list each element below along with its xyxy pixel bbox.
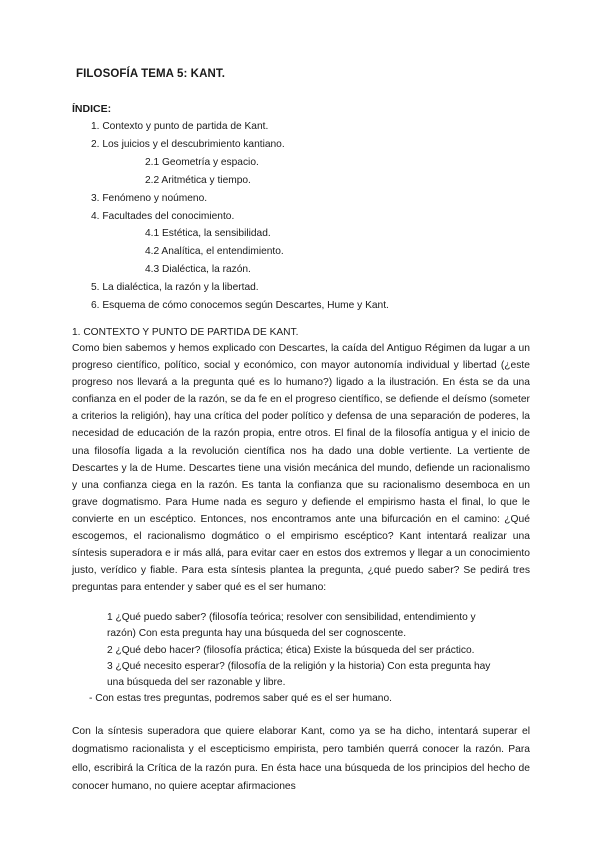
question-2: 2 ¿Qué debo hacer? (filosofía práctica; ética) Existe la búsqueda del ser práctico. <box>107 644 475 656</box>
question-3-continuation: una búsqueda del ser razonable y libre. <box>107 677 286 689</box>
question-1-continuation: razón) Con esta pregunta hay una búsqueda del ser cognoscente. <box>107 628 407 640</box>
index-heading: ÍNDICE: <box>72 103 112 115</box>
toc-item: 6. Esquema de cómo conocemos según Descartes, Hume y Kant. <box>91 300 389 311</box>
section-heading: 1. CONTEXTO Y PUNTO DE PARTIDA DE KANT. <box>72 327 299 338</box>
toc-item: 3. Fenómeno y noúmeno. <box>91 193 208 204</box>
document-title: FILOSOFÍA TEMA 5: KANT. <box>76 68 226 80</box>
toc-item: 4. Facultades del conocimiento. <box>91 211 235 222</box>
questions-list <box>72 610 532 708</box>
toc-item: 1. Contexto y punto de partida de Kant. <box>91 121 269 132</box>
paragraph-text: Con la síntesis superadora que quiere elaborar Kant, como ya se ha dicho, intentará superar el dogmatismo racionalista y el escepticismo empirista, pero también querrá conocer la razón. Para ello, escribirá la Crítica de la razón pura. En ésta hace una búsqueda de los principios del hecho de conocer humano, no quiere aceptar afirmaciones <box>72 726 530 793</box>
question-3: 3 ¿Qué necesito esperar? (filosofía de la religión y la historia) Con esta pregunta hay <box>107 660 491 672</box>
toc-subitem: 4.3 Dialéctica, la razón. <box>145 264 251 275</box>
toc-item: 5. La dialéctica, la razón y la libertad. <box>91 282 259 293</box>
question-1: 1 ¿Qué puedo saber? (filosofía teórica; resolver con sensibilidad, entendimiento y <box>107 612 476 623</box>
questions-summary: - Con estas tres preguntas, podremos saber qué es el ser humano. <box>89 693 392 705</box>
toc-subitem: 4.2 Analítica, el entendimiento. <box>145 246 284 257</box>
toc-subitem: 2.2 Aritmética y tiempo. <box>145 175 251 186</box>
paragraph-1 <box>72 340 530 596</box>
paragraph-2 <box>72 723 530 797</box>
toc-subitem: 2.1 Geometría y espacio. <box>145 157 259 168</box>
toc-item: 2. Los juicios y el descubrimiento kantiano. <box>91 139 285 150</box>
toc-subitem: 4.1 Estética, la sensibilidad. <box>145 228 271 239</box>
paragraph-text: Como bien sabemos y hemos explicado con Descartes, la caída del Antiguo Régimen da lugar a un progreso científico, político, social y económico, con mayor autonomía individual y libertad (¿este progreso nos llevará a la pregunta qué es lo humano?) ligado a la ilustración. En ésta se da una confianza en el poder de la razón, se da fe en el progreso científico, se defiende el deísmo (someter a criterios la religión), hay una crítica del poder político y defensa de una separación de poderes, la necesidad de educación de la razón propia, entre otros. El final de la filosofía antigua y el inicio de una filosofía ligada a la revolución científica nos ha dado una doble vertiente. La vertiente de Descartes y la de Hume. Descartes tiene una visión mecánica del mundo, defiende un racionalismo y una confianza ciega en la razón. Es tanta la confianza que su racionalismo desemboca en un grave dogmatismo. Para Hume nada es seguro y defiende el empirismo hasta el final, lo que le convierte en un escéptico. Entonces, nos encontramos ante una bifurcación en el camino: ¿Qué escogemos, el racionalismo dogmático o el empirismo escéptico? Kant intentará realizar una síntesis superadora e ir más allá, para evitar caer en estos dos extremos y llegar a un conocimiento justo, verídico y fiable. Para esta síntesis plantea la pregunta, ¿qué puedo saber? Se pedirá tres preguntas para entender y saber qué es el ser humano: <box>72 343 530 594</box>
